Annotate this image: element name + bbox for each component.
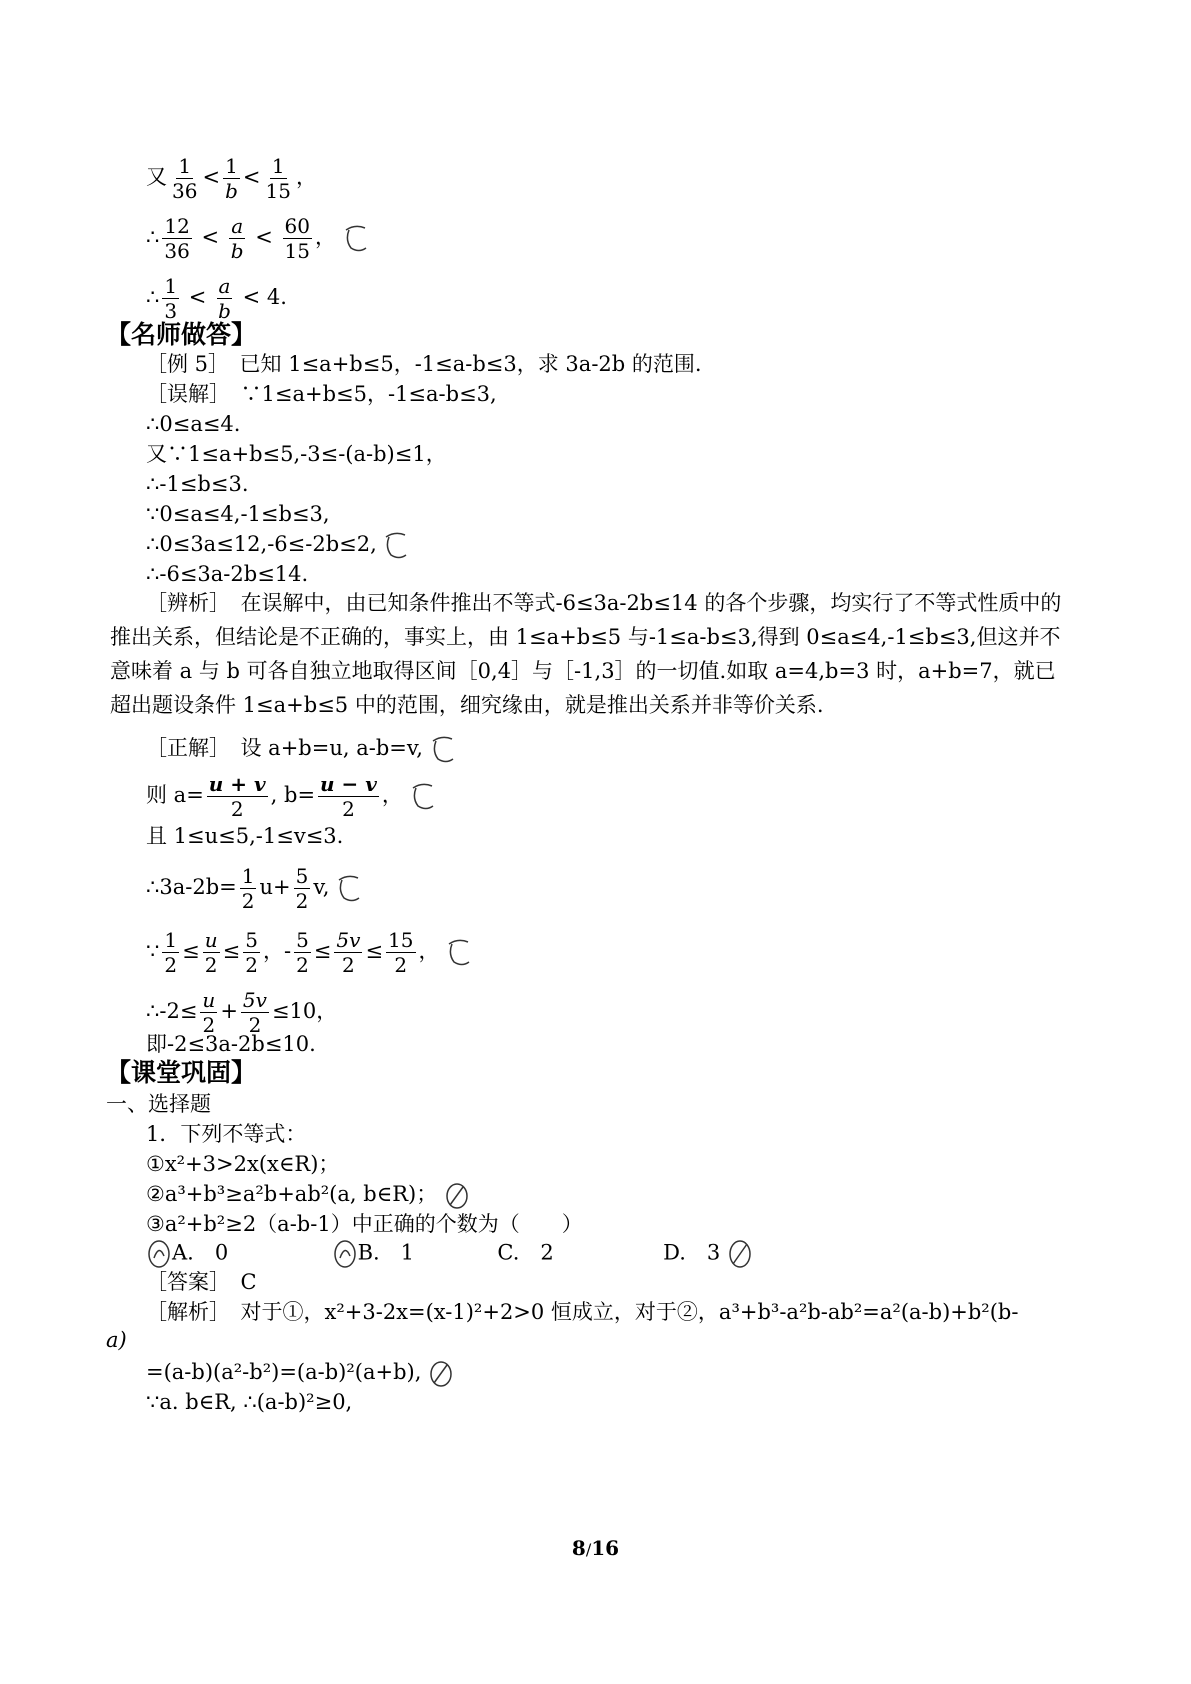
choice-b: B. 1 — [357, 1240, 415, 1265]
correct-step-2: 则 a= $\frac{u + v}{2}$ , b= $\frac{u - v}{2}$ ， — [146, 772, 436, 821]
option-2: ②a³+b³≥a²b+ab²(a, b∈R)； — [146, 1180, 470, 1211]
wrong-step-6: ∴0≤3a≤12,-6≤-2b≤2, — [146, 530, 409, 561]
choice-d: D. 3 — [663, 1240, 721, 1265]
fraction: $\frac{5}{2}$ — [245, 928, 258, 977]
fraction: $\frac{1}{3}$ — [164, 274, 178, 323]
fraction: $\frac{1}{2}$ — [164, 928, 178, 977]
fraction: $\frac{1}{2}$ — [241, 864, 255, 913]
choice-a: A. 0 — [172, 1240, 229, 1265]
handwritten-circle-icon — [428, 1359, 454, 1389]
fraction: $\frac{1}{36}$ — [172, 154, 198, 203]
section-heading-teacher-answer: 【名师做答】 — [106, 320, 257, 349]
handwritten-mark-icon — [383, 531, 409, 561]
analysis-line-wrap: a) — [106, 1328, 127, 1352]
analysis-line-3: ∵a. b∈R, ∴(a-b)²≥0, — [146, 1390, 353, 1414]
handwritten-mark-icon — [410, 782, 436, 812]
correct-step-7: 即-2≤3a-2b≤10. — [146, 1032, 316, 1056]
wrong-step-5: ∵0≤a≤4,-1≤b≤3, — [146, 502, 330, 526]
fraction: $\frac{a}{b}$ — [218, 274, 231, 323]
option-3: ③a²+b²≥2（a-b-1）中正确的个数为（ ） — [146, 1212, 583, 1236]
fraction: $\frac{u}{2}$ — [202, 988, 216, 1037]
choice-c: C. 2 — [497, 1240, 554, 1265]
choices-row — [146, 1238, 753, 1270]
fraction: $\frac{5v}{2}$ — [336, 928, 361, 977]
line-top-1: 又 $\frac{1}{36}$ < $\frac{1}{b}$ < $\frac{1}{15}$ ， — [146, 154, 317, 203]
correct-solution: ［正解］ 设 a+b=u, a-b=v, — [146, 734, 456, 765]
fraction: $\frac{u - v}{2}$ — [320, 772, 377, 821]
part-title: 一、选择题 — [106, 1092, 211, 1116]
option-1: ①x²+3>2x(x∈R)； — [146, 1152, 340, 1176]
fraction: $\frac{a}{b}$ — [230, 214, 244, 263]
handwritten-circle-icon — [146, 1238, 172, 1270]
wrong-solution: ［误解］ ∵1≤a+b≤5，-1≤a-b≤3, — [146, 382, 497, 406]
correct-step-3: 且 1≤u≤5,-1≤v≤3. — [146, 824, 344, 848]
fraction: $\frac{15}{2}$ — [388, 928, 414, 977]
answer-line: ［答案］ C — [146, 1270, 257, 1294]
handwritten-mark-icon — [343, 224, 369, 254]
wrong-step-3: 又∵1≤a+b≤5,-3≤-(a-b)≤1， — [146, 442, 447, 466]
section-heading-class-review: 【课堂巩固】 — [106, 1058, 257, 1087]
handwritten-mark-icon — [446, 938, 472, 968]
fraction: $\frac{12}{36}$ — [164, 214, 190, 263]
fraction: $\frac{1}{b}$ — [225, 154, 238, 203]
page-number: 8/16 — [571, 1536, 620, 1560]
analysis-line-2: =(a-b)(a²-b²)=(a-b)²(a+b), — [146, 1358, 454, 1389]
fraction: $\frac{5v}{2}$ — [242, 988, 267, 1037]
example-5: ［例 5］ 已知 1≤a+b≤5，-1≤a-b≤3，求 3a-2b 的范围. — [146, 352, 702, 376]
line-top-3: ∴ $\frac{1}{3}$ < $\frac{a}{b}$ < 4. — [146, 274, 287, 323]
fraction: $\frac{u}{2}$ — [204, 928, 218, 977]
line-top-2: ∴ $\frac{12}{36}$ < $\frac{a}{b}$ < $\frac{60}{15}$ ， — [146, 214, 369, 263]
handwritten-mark-icon — [336, 874, 362, 904]
fraction: $\frac{1}{15}$ — [265, 154, 291, 203]
fraction: $\frac{60}{15}$ — [284, 214, 310, 263]
handwritten-circle-icon — [444, 1181, 470, 1211]
fraction: $\frac{5}{2}$ — [296, 928, 309, 977]
correct-step-5: ∵ $\frac{1}{2}$ ≤ $\frac{u}{2}$ ≤ $\frac{5}{2}$ ，- $\frac{5}{2}$ ≤ $\frac{5v}{2}$ ≤ $\frac{15}{2}$ ， — [146, 928, 472, 977]
fraction: $\frac{u + v}{2}$ — [208, 772, 266, 821]
question-1: 1．下列不等式： — [146, 1122, 307, 1146]
handwritten-circle-icon — [332, 1238, 358, 1270]
wrong-step-2: ∴0≤a≤4. — [146, 412, 241, 436]
handwritten-circle-icon — [727, 1238, 753, 1270]
analysis-paragraph: ［辨析］ 在误解中，由已知条件推出不等式-6≤3a-2b≤14 的各个步骤，均实行了不等式性质中的推出关系，但结论是不正确的，事实上，由 1≤a+b≤5 与-1≤a-b≤3,得到 0≤a≤4,-1≤b≤3,但这并不意味着 a 与 b 可各自独立地取得区间［0,4］与［-1,3］的一切值.如取 a=4,b=3 时，a+b=7，就已超出题设条件 1≤a+b≤5 中的范围，细究缘由，就是推出关系并非等价关系. — [110, 591, 1062, 717]
handwritten-mark-icon — [430, 735, 456, 765]
correct-step-4: ∴3a-2b= $\frac{1}{2}$ u+ $\frac{5}{2}$ v, — [146, 864, 362, 913]
fraction: $\frac{5}{2}$ — [295, 864, 309, 913]
wrong-step-4: ∴-1≤b≤3. — [146, 472, 249, 496]
analysis-line-1: ［解析］ 对于①，x²+3-2x=(x-1)²+2>0 恒成立，对于②，a³+b³-a²b-ab²=a²(a-b)+b²(b- — [146, 1300, 1019, 1324]
wrong-step-7: ∴-6≤3a-2b≤14. — [146, 562, 309, 586]
correct-step-6: ∴-2≤ $\frac{u}{2}$ + $\frac{5v}{2}$ ≤10， — [146, 988, 338, 1037]
